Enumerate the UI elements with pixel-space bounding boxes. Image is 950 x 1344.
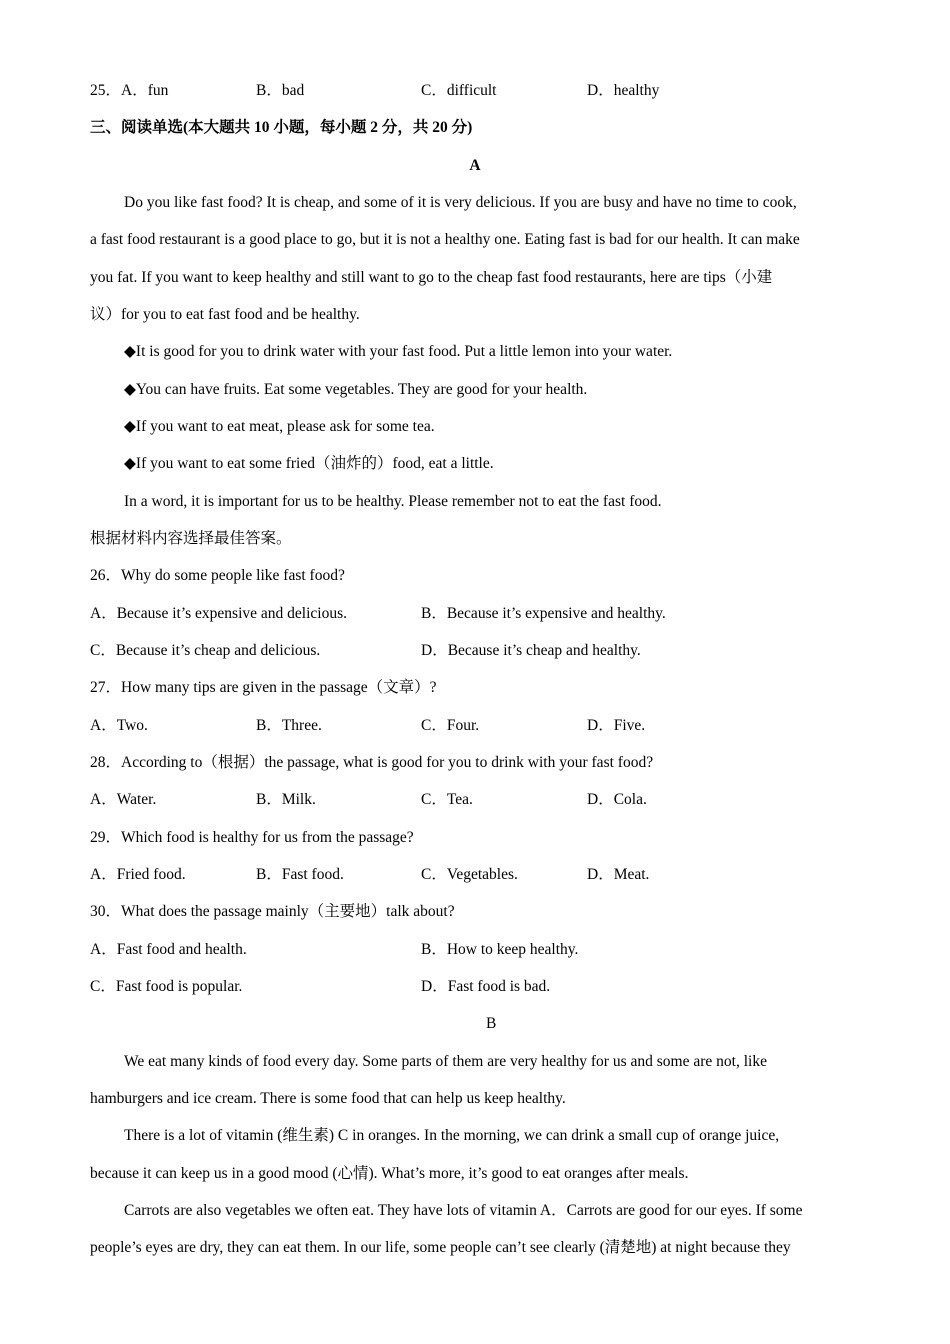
q26-stem: 26．Why do some people like fast food? (90, 567, 345, 584)
q28-option-d: D．Cola. (587, 791, 647, 808)
q30-option-a: A．Fast food and health. (90, 941, 247, 958)
passage-b-line: hamburgers and ice cream. There is some food that can help us keep healthy. (90, 1090, 566, 1107)
passage-b-line: people’s eyes are dry, they can eat them. In our life, some people can’t see clearly (清楚地) at night because they (90, 1239, 791, 1256)
q29-option-c: C．Vegetables. (421, 866, 518, 883)
passage-a-line: you fat. If you want to keep healthy and still want to go to the cheap fast food restaurants, here are tips（小建 (90, 269, 773, 286)
q30-option-b: B．How to keep healthy. (421, 941, 579, 958)
passage-a-conclusion: In a word, it is important for us to be healthy. Please remember not to eat the fast food. (124, 493, 662, 510)
passage-b-label: B (486, 1015, 497, 1032)
q30-option-c: C．Fast food is popular. (90, 978, 243, 995)
q29-option-d: D．Meat. (587, 866, 650, 883)
q30-stem: 30．What does the passage mainly（主要地）talk about? (90, 903, 455, 920)
passage-b-line: We eat many kinds of food every day. Some parts of them are very healthy for us and some are not, like (124, 1053, 767, 1070)
q28-option-a: A．Water. (90, 791, 157, 808)
tip-3: ◆If you want to eat meat, please ask for some tea. (124, 418, 435, 435)
q29-stem: 29．Which food is healthy for us from the passage? (90, 829, 414, 846)
passage-b-line: There is a lot of vitamin (维生素) C in oranges. In the morning, we can drink a small cup of orange juice, (124, 1127, 780, 1144)
q29-option-a: A．Fried food. (90, 866, 186, 883)
q25-option-a: 25．A．fun (90, 82, 169, 99)
passage-b-line: because it can keep us in a good mood (心情). What’s more, it’s good to eat oranges after meals. (90, 1165, 689, 1182)
tip-2: ◆You can have fruits. Eat some vegetables. They are good for your health. (124, 381, 588, 398)
q27-option-b: B．Three. (256, 717, 322, 734)
q30-option-d: D．Fast food is bad. (421, 978, 551, 995)
q29-option-b: B．Fast food. (256, 866, 344, 883)
q26-option-d: D．Because it’s cheap and healthy. (421, 642, 641, 659)
q27-option-a: A．Two. (90, 717, 148, 734)
q26-option-c: C．Because it’s cheap and delicious. (90, 642, 321, 659)
q27-option-d: D．Five. (587, 717, 646, 734)
q28-stem: 28．According to（根据）the passage, what is good for you to drink with your fast food? (90, 754, 654, 771)
passage-b-line: Carrots are also vegetables we often eat. They have lots of vitamin A．Carrots are good for our eyes. If some (124, 1202, 803, 1219)
q27-stem: 27．How many tips are given in the passage（文章）? (90, 679, 437, 696)
passage-a-line: 议）for you to eat fast food and be healthy. (90, 306, 360, 323)
instruction: 根据材料内容选择最佳答案。 (90, 530, 292, 547)
tip-4: ◆If you want to eat some fried（油炸的）food, eat a little. (124, 455, 494, 472)
q26-option-b: B．Because it’s expensive and healthy. (421, 605, 666, 622)
section-title: 三、阅读单选(本大题共 10 小题，每小题 2 分，共 20 分) (90, 119, 473, 136)
tip-1: ◆It is good for you to drink water with your fast food. Put a little lemon into your water. (124, 343, 673, 360)
q25-option-c: C．difficult (421, 82, 497, 99)
passage-a-line: a fast food restaurant is a good place to go, but it is not a healthy one. Eating fast is bad for our health. It can make (90, 231, 800, 248)
q26-option-a: A．Because it’s expensive and delicious. (90, 605, 347, 622)
q28-option-b: B．Milk. (256, 791, 316, 808)
q25-option-b: B．bad (256, 82, 305, 99)
q25-option-d: D．healthy (587, 82, 660, 99)
q28-option-c: C．Tea. (421, 791, 473, 808)
passage-a-label: A (469, 157, 481, 174)
passage-a-line: Do you like fast food? It is cheap, and some of it is very delicious. If you are busy and have no time to cook, (124, 194, 797, 211)
q27-option-c: C．Four. (421, 717, 480, 734)
